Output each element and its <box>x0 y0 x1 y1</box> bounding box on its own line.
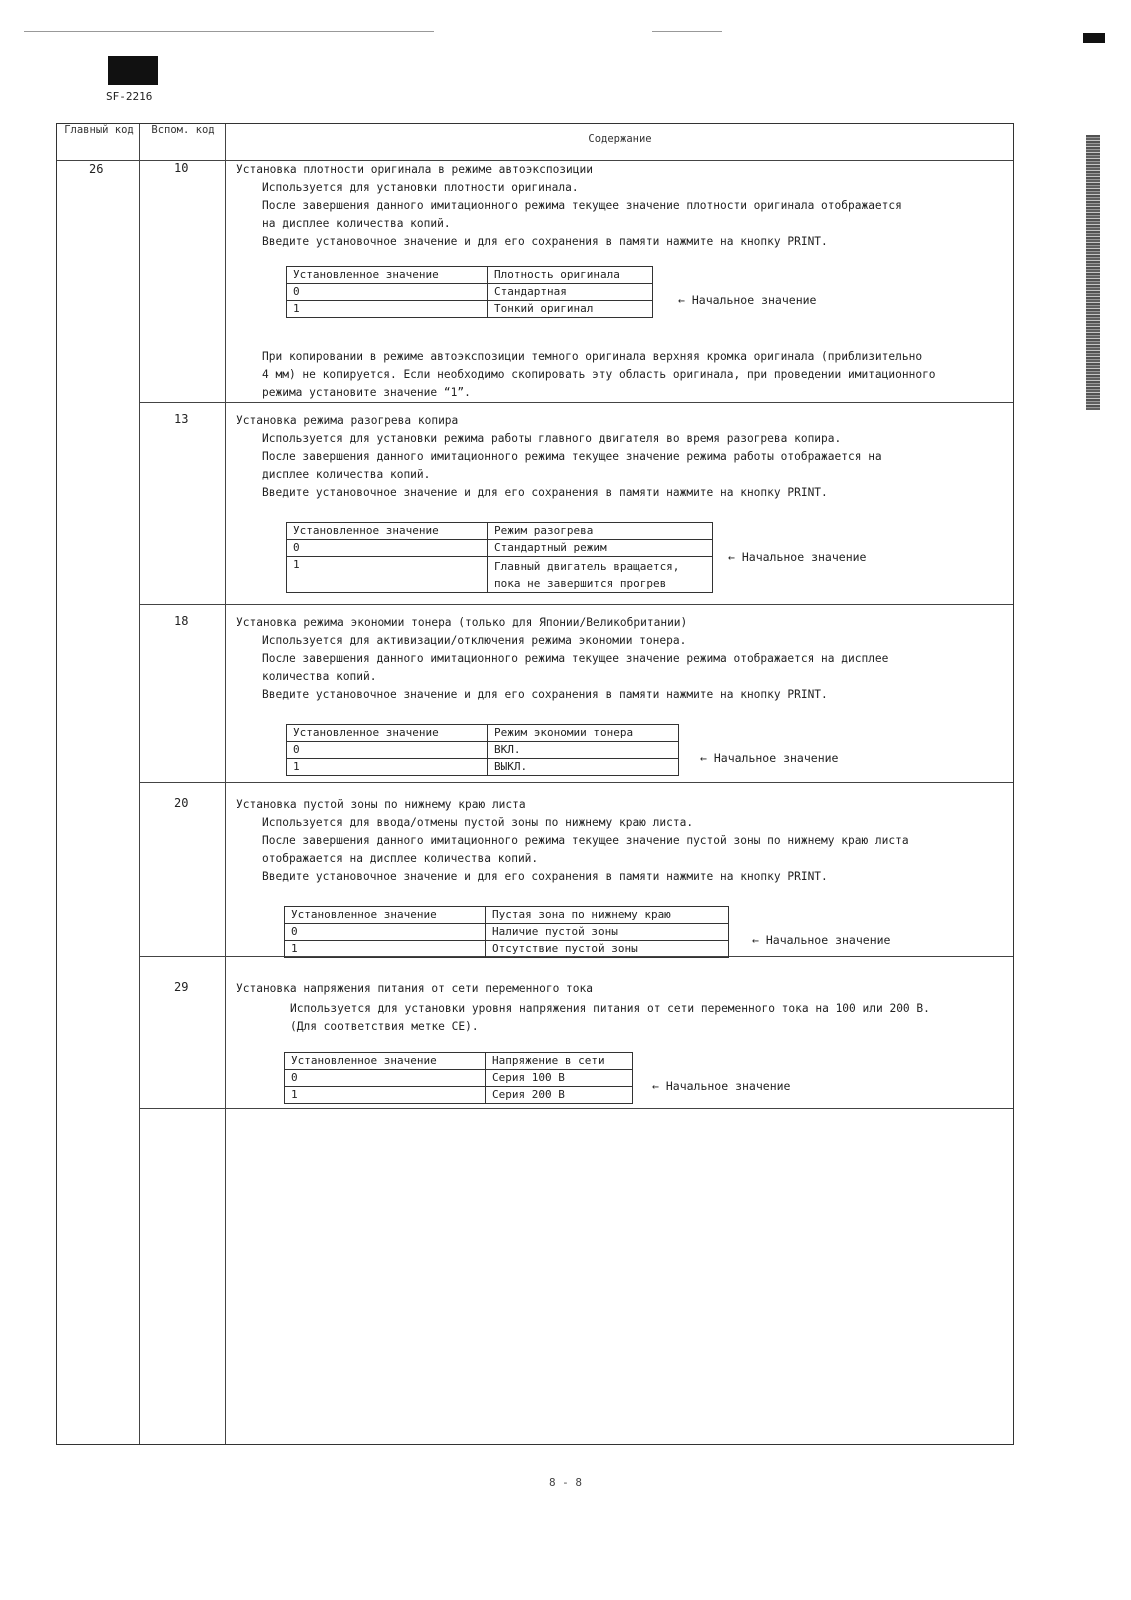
table-cell-continuation: пока не завершится прогрев <box>494 577 667 590</box>
page-number: 8 - 8 <box>548 1476 583 1489</box>
value-table <box>286 724 679 776</box>
row-divider <box>139 1108 1013 1109</box>
description-line: Введите установочное значение и для его сохранения в памяти нажмите на кнопку PRINT. <box>262 688 828 701</box>
description-line: После завершения данного имитационного режима текущее значение режима отображается на дисплее <box>262 652 889 665</box>
value-table <box>284 906 729 958</box>
row-divider <box>139 782 1013 783</box>
table-header-cell: Установленное значение <box>285 907 486 924</box>
table-header-cell: Режим экономии тонера <box>488 725 679 742</box>
main-table <box>56 123 1014 1445</box>
table-cell: 1 <box>285 1087 486 1104</box>
sub-code: 20 <box>174 796 189 810</box>
table-cell: Отсутствие пустой зоны <box>486 941 729 958</box>
table-cell: ВЫКЛ. <box>488 759 679 776</box>
note-line: 4 мм) не копируется. Если необходимо скопировать эту область оригинала, при проведении имитационного <box>262 368 936 381</box>
header-sub-code: Вспом. код <box>151 124 215 136</box>
section-title: Установка режима разогрева копира <box>236 414 459 427</box>
table-header-cell: Установленное значение <box>287 523 488 540</box>
value-table <box>286 522 713 593</box>
top-rule <box>24 31 434 32</box>
description-line: на дисплее количества копий. <box>262 217 451 230</box>
column-divider-1 <box>139 124 140 1444</box>
table-cell: 0 <box>287 540 488 557</box>
description-line: отображается на дисплее количества копий. <box>262 852 539 865</box>
description-line: Введите установочное значение и для его сохранения в памяти нажмите на кнопку PRINT. <box>262 235 828 248</box>
description-line: количества копий. <box>262 670 377 683</box>
table-cell: 0 <box>285 924 486 941</box>
sub-code: 29 <box>174 980 189 994</box>
table-cell: 1 <box>287 557 488 593</box>
description-line: Используется для ввода/отмены пустой зоны по нижнему краю листа. <box>262 816 694 829</box>
table-cell: ВКЛ. <box>488 742 679 759</box>
description-line: дисплее количества копий. <box>262 468 431 481</box>
table-header-cell: Напряжение в сети <box>486 1053 633 1070</box>
table-cell: 1 <box>287 759 488 776</box>
logo-block <box>108 56 158 85</box>
sub-code: 13 <box>174 412 189 426</box>
description-line: Введите установочное значение и для его сохранения в памяти нажмите на кнопку PRINT. <box>262 486 828 499</box>
initial-value-note: ← Начальное значение <box>752 933 891 947</box>
description-line: Используется для активизации/отключения режима экономии тонера. <box>262 634 687 647</box>
table-cell: Главный двигатель вращается, <box>494 560 680 573</box>
initial-value-note: ← Начальное значение <box>700 751 839 765</box>
scan-edge-mark <box>1086 135 1100 410</box>
table-cell: Серия 100 В <box>486 1070 633 1087</box>
initial-value-note: ← Начальное значение <box>652 1079 791 1093</box>
description-line: После завершения данного имитационного режима текущее значение плотности оригинала отображается <box>262 199 902 212</box>
description-line: (Для соответствия метке СЕ). <box>290 1020 479 1033</box>
description-line: После завершения данного имитационного режима текущее значение пустой зоны по нижнему краю листа <box>262 834 909 847</box>
value-table <box>284 1052 633 1104</box>
table-cell: Наличие пустой зоны <box>486 924 729 941</box>
table-cell: 1 <box>287 301 488 318</box>
description-line: Используется для установки режима работы главного двигателя во время разогрева копира. <box>262 432 842 445</box>
table-cell: 0 <box>285 1070 486 1087</box>
description-line: Используется для установки уровня напряжения питания от сети переменного тока на 100 или 200 В. <box>290 1002 930 1015</box>
table-cell: Тонкий оригинал <box>488 301 653 318</box>
section-title: Установка напряжения питания от сети переменного тока <box>236 982 593 995</box>
note-line: При копировании в режиме автоэкспозиции темного оригинала верхняя кромка оригинала (приблизительно <box>262 350 923 363</box>
header-content: Содержание <box>588 133 652 145</box>
description-line: Используется для установки плотности оригинала. <box>262 181 579 194</box>
table-cell: Стандартная <box>488 284 653 301</box>
model-number: SF-2216 <box>106 90 153 103</box>
initial-value-note: ← Начальное значение <box>728 550 867 564</box>
value-table <box>286 266 653 318</box>
table-cell: 0 <box>287 742 488 759</box>
note-line: режима установите значение “1”. <box>262 386 471 399</box>
table-cell: Серия 200 В <box>486 1087 633 1104</box>
section-title: Установка пустой зоны по нижнему краю листа <box>236 798 526 811</box>
table-header-cell: Режим разогрева <box>488 523 713 540</box>
column-divider-2 <box>225 124 226 1444</box>
row-divider <box>139 604 1013 605</box>
description-line: После завершения данного имитационного режима текущее значение режима работы отображается на <box>262 450 882 463</box>
table-header-cell: Плотность оригинала <box>488 267 653 284</box>
row-divider <box>139 402 1013 403</box>
section-title: Установка режима экономии тонера (только для Японии/Великобритании) <box>236 616 688 629</box>
table-header-cell: Установленное значение <box>287 267 488 284</box>
description-line: Введите установочное значение и для его сохранения в памяти нажмите на кнопку PRINT. <box>262 870 828 883</box>
sub-code: 18 <box>174 614 189 628</box>
sub-code: 10 <box>174 161 189 175</box>
section-title: Установка плотности оригинала в режиме автоэкспозиции <box>236 163 593 176</box>
table-cell: Стандартный режим <box>488 540 713 557</box>
table-header-cell: Пустая зона по нижнему краю <box>486 907 729 924</box>
table-cell: 1 <box>285 941 486 958</box>
table-cell: 0 <box>287 284 488 301</box>
initial-value-note: ← Начальное значение <box>678 293 817 307</box>
top-rule-fragment <box>652 31 722 32</box>
table-header-cell: Установленное значение <box>285 1053 486 1070</box>
header-main-code: Главный код <box>64 124 134 136</box>
table-header-cell: Установленное значение <box>287 725 488 742</box>
corner-mark <box>1083 33 1105 43</box>
main-code-value: 26 <box>89 162 104 176</box>
